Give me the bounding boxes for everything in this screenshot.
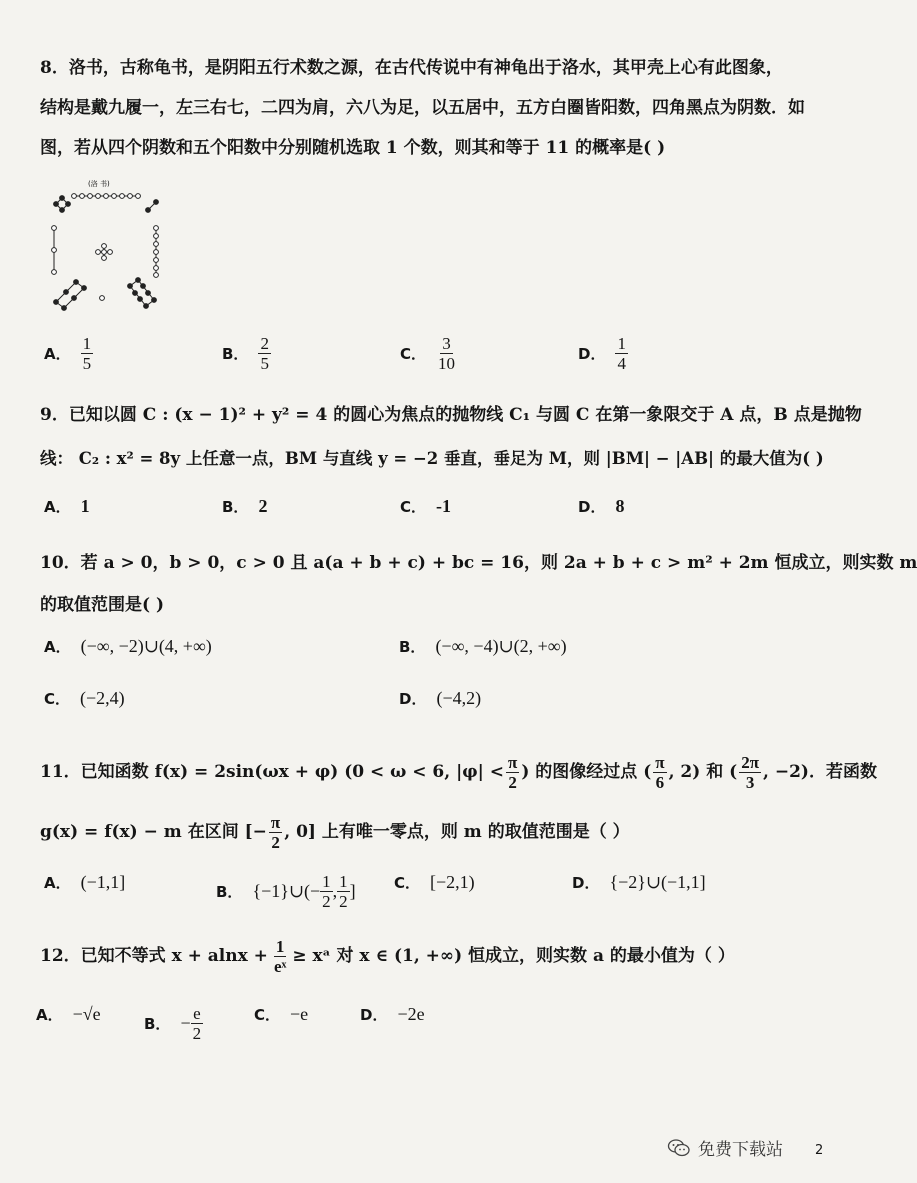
q11-line-2: g(x) = f(x) − m 在区间 [− $\frac{\pi}{2}$ , 0] 上有唯一零点，则 m 的取值范围是（ ） [40,812,630,852]
q12-options [36,1004,804,1048]
q9-option-d[interactable]: D． 8 [578,496,625,516]
q11-option-c[interactable]: C． [−2,1) [394,872,475,892]
q9-option-b[interactable]: B． 2 [222,496,268,516]
q12-option-c[interactable]: C． −e [254,1004,309,1024]
q11-options [44,872,804,916]
q12-option-d[interactable]: D． −2e [360,1004,425,1024]
q8-line-1: 8．洛书，古称龟书，是阴阳五行术数之源，在古代传说中有神龟出于洛水，其甲壳上心有此图象， [40,58,783,78]
q10-option-c[interactable]: C． (−2,4) [44,688,125,708]
question-8 [40,48,810,168]
q8-line-2: 结构是戴九履一，左三右七，二四为肩，六八为足，以五居中，五方白圈皆阳数，四角黑点为阴数．如 [40,98,805,118]
q12-option-b[interactable]: B． − $\frac{e}{2}$ [144,1004,202,1043]
q9-line-2: 线： C₂ : x² = 8y 上任意一点，BM 与直线 y = −2 垂直，垂足为 M，则 |BM| − |AB| 的最大值为( ) [40,449,824,468]
q10-option-b[interactable]: B． (−∞, −4)∪(2, +∞) [399,636,567,656]
q10-line-2: 的取值范围是( ) [40,595,165,615]
q10-options-row1 [44,636,804,666]
q12-option-a[interactable]: A． −√e [36,1004,101,1024]
q12-line: 12．已知不等式 x + alnx + $\frac{1}{\text{eˣ}}$ ≥ xᵃ 对 x ∈ (1, +∞) 恒成立，则实数 a 的最小值为（ ） [40,936,735,976]
q8-line-3: 图，若从四个阴数和五个阳数中分别随机选取 1 个数，则其和等于 11 的概率是( ) [40,138,666,158]
question-12 [40,936,810,976]
q8-options [44,334,804,382]
q11-option-b[interactable]: B． {−1}∪(− $\frac{1}{2}$ , $\frac{1}{2}$ ] [216,872,356,911]
q9-options [44,496,804,526]
q10-option-d[interactable]: D． (−4,2) [399,688,482,708]
q8-option-a[interactable]: A． $\frac{1}{5}$ [44,334,92,373]
q10-options-row2 [44,688,804,718]
question-10 [40,542,917,626]
q9-line-1: 9．已知以圆 C : (x − 1)² + y² = 4 的圆心为焦点的抛物线 C₁ 与圆 C 在第一象限交于 A 点，B 点是抛物 [40,405,862,425]
q9-option-a[interactable]: A． 1 [44,496,90,516]
watermark [668,1135,783,1160]
wechat-icon [668,1139,690,1157]
q10-line-1: 10．若 a > 0，b > 0，c > 0 且 a(a + b + c) + bc = 16，则 2a + b + c > m² + 2m 恒成立，则实数 m [40,553,917,573]
question-9 [40,393,862,481]
q11-option-a[interactable]: A． (−1,1] [44,872,126,892]
q8-option-b[interactable]: B． $\frac{2}{5}$ [222,334,269,373]
luoshu-figure [44,176,174,316]
luoshu-title: (洛 书) [88,180,110,188]
q8-option-d[interactable]: D． $\frac{1}{4}$ [578,334,626,373]
q9-option-c[interactable]: C． -1 [400,496,452,516]
question-11 [40,748,877,856]
watermark-text: 免费下载站 [698,1140,783,1160]
q11-line-1: 11．已知函数 f(x) = 2sin(ωx + φ) (0 < ω < 6, |φ| < $\frac{\pi}{2}$ ) 的图像经过点 ( $\frac{\pi}{6}$ , 2) 和 ( $\frac{2\pi}{3}$ , −2)．若函数 [40,752,877,792]
q10-option-a[interactable]: A． (−∞, −2)∪(4, +∞) [44,636,212,656]
page-number: 2 [815,1143,824,1158]
q11-option-d[interactable]: D． {−2}∪(−1,1] [572,872,706,892]
q8-option-c[interactable]: C． $\frac{3}{10}$ [400,334,456,373]
